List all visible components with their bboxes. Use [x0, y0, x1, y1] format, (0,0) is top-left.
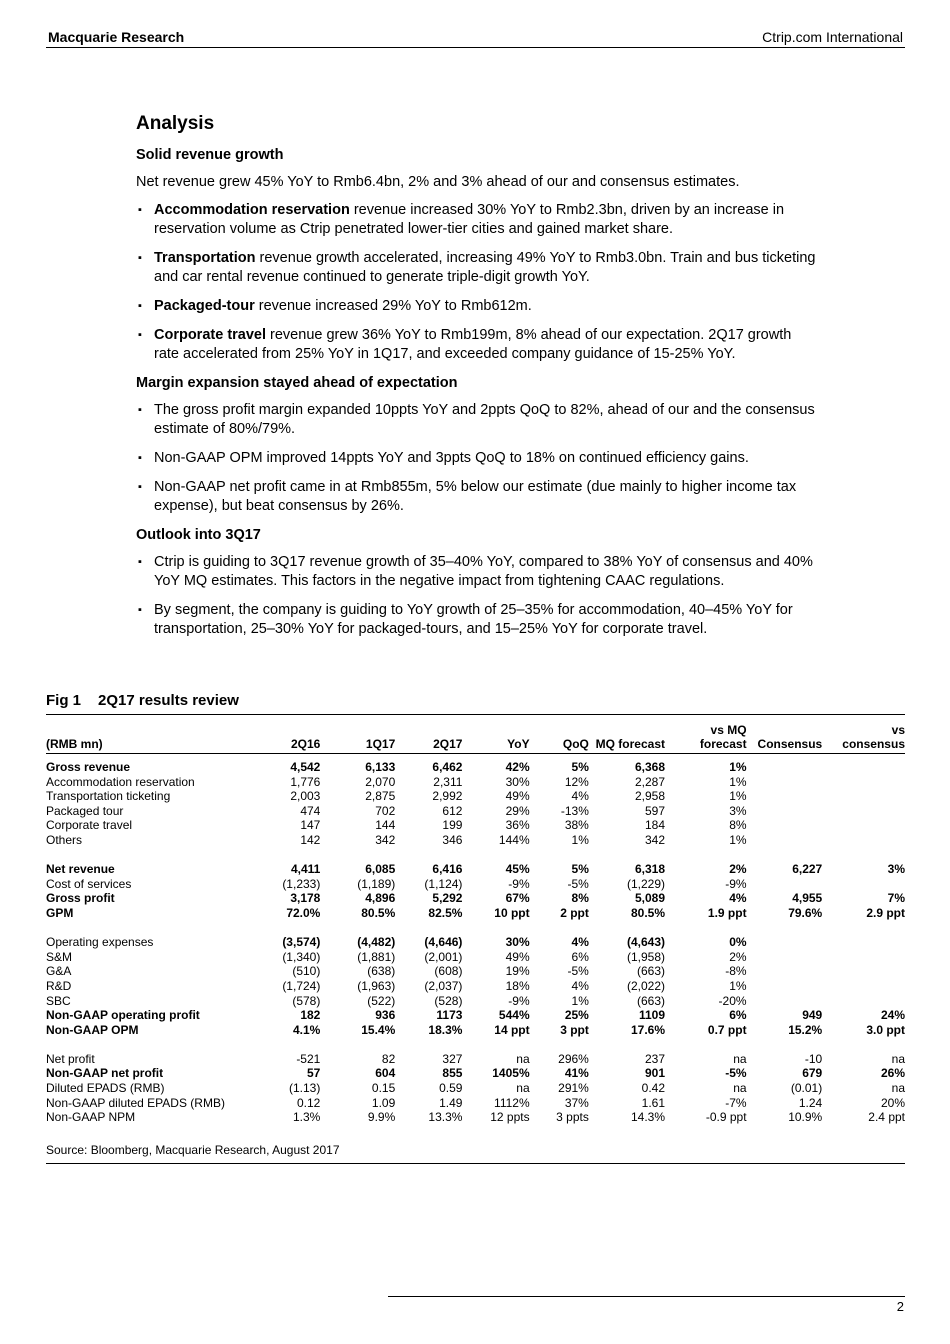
row-label: Cost of services: [46, 876, 132, 891]
table-cell: (663): [636, 993, 665, 1008]
table-cell: 184: [644, 818, 665, 833]
table-cell: -8%: [725, 964, 747, 979]
table-cell: -9%: [508, 876, 530, 891]
row-label: Operating expenses: [46, 935, 154, 950]
table-cell: (522): [367, 993, 396, 1008]
column-header: vs MQ forecast: [699, 723, 747, 751]
table-cell: [747, 921, 823, 950]
bullet-icon: ▪: [138, 481, 142, 493]
table-cell: 2.9 ppt: [866, 905, 905, 920]
table-cell: 1173: [436, 1008, 463, 1023]
results-figure: [46, 692, 905, 1164]
table-cell: 5,292: [432, 891, 463, 906]
table-cell: (578): [292, 993, 321, 1008]
table-cell: 949: [802, 1008, 823, 1023]
table-row: [46, 848, 905, 877]
table-cell: 49%: [505, 949, 530, 964]
table-cell: 474: [300, 803, 321, 818]
table-header-row: [46, 723, 905, 754]
table-cell: 2,070: [365, 774, 396, 789]
table-cell: [822, 833, 905, 848]
list-item: ▪ Non-GAAP OPM improved 14ppts YoY and 3ppts QoQ to 18% on continued efficiency gains.: [138, 450, 749, 466]
table-cell: 3.0 ppt: [866, 1022, 905, 1037]
table-cell: 2%: [729, 862, 747, 877]
table-cell: 80.5%: [630, 905, 665, 920]
table-row: [46, 921, 905, 950]
table-row: [46, 877, 905, 892]
table-cell: 17.6%: [630, 1022, 665, 1037]
table-cell: 30%: [505, 774, 530, 789]
table-cell: 19%: [505, 964, 530, 979]
row-label: SBC: [46, 993, 71, 1008]
row-label: Non-GAAP OPM: [46, 1022, 139, 1037]
table-cell: -9%: [508, 993, 530, 1008]
row-label: Net profit: [46, 1051, 95, 1066]
table-cell: [747, 950, 823, 965]
table-cell: 30%: [505, 935, 530, 950]
table-cell: na: [891, 1051, 905, 1066]
bullet-icon: ▪: [138, 300, 142, 312]
table-cell: 5%: [571, 862, 589, 877]
table-cell: 10 ppt: [494, 905, 530, 920]
table-cell: 291%: [558, 1081, 589, 1096]
table-row: [46, 979, 905, 994]
table-cell: [822, 877, 905, 892]
row-label: Non-GAAP diluted EPADS (RMB): [46, 1095, 225, 1110]
heading-margin-expansion: Margin expansion stayed ahead of expectation: [136, 375, 458, 391]
column-header: (RMB mn): [46, 737, 103, 751]
table-cell: 1%: [729, 789, 747, 804]
table-cell: 2,003: [290, 789, 321, 804]
table-cell: 604: [375, 1066, 396, 1081]
table-row: [46, 804, 905, 819]
page-number: 2: [896, 1299, 904, 1314]
bullet-icon: ▪: [138, 404, 142, 416]
results-table: [46, 723, 905, 1125]
figure-caption: 2Q17 results review: [98, 692, 239, 709]
table-cell: 597: [644, 803, 665, 818]
table-row: [46, 1110, 905, 1125]
table-cell: 1.09: [371, 1095, 396, 1110]
table-cell: 15.2%: [788, 1022, 823, 1037]
table-cell: -5%: [725, 1066, 747, 1081]
row-label: Net revenue: [46, 862, 115, 877]
row-label: Transportation ticketing: [46, 789, 171, 804]
table-cell: 8%: [571, 891, 589, 906]
table-cell: 8%: [729, 818, 747, 833]
table-cell: 6%: [571, 949, 589, 964]
row-label: Gross profit: [46, 891, 115, 906]
table-row: [46, 754, 905, 775]
table-cell: 18%: [505, 978, 530, 993]
table-cell: 1.61: [641, 1095, 665, 1110]
table-cell: 901: [644, 1066, 665, 1081]
table-row: [46, 1008, 905, 1023]
table-cell: 182: [300, 1008, 321, 1023]
table-cell: [822, 921, 905, 950]
table-cell: (1,724): [282, 978, 321, 993]
table-cell: 327: [442, 1051, 463, 1066]
margin-bullets: [136, 401, 816, 516]
bullet-icon: ▪: [138, 604, 142, 616]
table-cell: 3%: [729, 803, 747, 818]
table-cell: 79.6%: [788, 905, 823, 920]
publisher-name: Macquarie Research: [48, 29, 185, 45]
table-cell: -7%: [725, 1095, 747, 1110]
table-cell: 7%: [887, 891, 905, 906]
table-cell: (510): [292, 964, 321, 979]
table-cell: [747, 994, 823, 1009]
revenue-bullets: [136, 201, 816, 364]
column-header: 2Q16: [290, 737, 321, 751]
table-cell: [747, 789, 823, 804]
list-item: ▪ Non-GAAP net profit came in at Rmb855m, 5% below our estimate (due mainly to higher income tax expense), but beat consensus by 26%.: [138, 479, 797, 514]
table-cell: 4%: [571, 789, 589, 804]
table-cell: [822, 994, 905, 1009]
table-cell: 6,416: [432, 862, 463, 877]
table-cell: (1,958): [626, 949, 665, 964]
table-cell: (4,643): [626, 935, 665, 950]
table-row: [46, 789, 905, 804]
list-item: ▪ Ctrip is guiding to 3Q17 revenue growth of 35–40% YoY, compared to 38% YoY of consensus and 40% YoY MQ estimates. This factors in the negative impact from tightening CAAC regulations.: [138, 554, 813, 589]
table-cell: 936: [375, 1008, 396, 1023]
table-cell: 2 ppt: [560, 905, 589, 920]
list-item: ▪ Corporate travel revenue grew 36% YoY to Rmb199m, 8% ahead of our expectation. 2Q17 growth rate accelerated from 25% YoY in 1Q17, and exceeded company guidance of 15-25% YoY.: [138, 327, 792, 362]
table-cell: [822, 775, 905, 790]
table-cell: 0.42: [641, 1081, 665, 1096]
table-row: [46, 1066, 905, 1081]
table-cell: 0%: [729, 935, 747, 950]
table-cell: -20%: [718, 993, 747, 1008]
table-cell: 4,411: [290, 862, 321, 877]
table-cell: [822, 804, 905, 819]
table-cell: (1,124): [424, 876, 463, 891]
table-cell: 57: [306, 1066, 321, 1081]
table-cell: na: [516, 1081, 530, 1096]
bullet-icon: ▪: [138, 329, 142, 341]
list-item: ▪ Transportation revenue growth accelerated, increasing 49% YoY to Rmb3.0bn. Train and bus ticketing and car rental revenue continued to generate triple-digit growth YoY.: [138, 250, 816, 285]
table-cell: na: [733, 1081, 747, 1096]
table-cell: 49%: [505, 789, 530, 804]
list-item: ▪ Packaged-tour revenue increased 29% YoY to Rmb612m.: [138, 298, 532, 314]
table-cell: 10.9%: [788, 1110, 823, 1125]
table-cell: 2,992: [432, 789, 463, 804]
figure-number: Fig 1: [46, 692, 82, 709]
table-cell: 142: [300, 832, 321, 847]
table-cell: (4,646): [424, 935, 463, 950]
column-header: QoQ: [562, 737, 589, 751]
table-cell: [747, 979, 823, 994]
column-header: MQ forecast: [595, 737, 665, 751]
table-cell: 1%: [571, 993, 589, 1008]
table-cell: 15.4%: [361, 1022, 396, 1037]
table-cell: 82.5%: [428, 905, 463, 920]
table-cell: [747, 833, 823, 848]
table-cell: 72.0%: [286, 905, 321, 920]
table-cell: 6,133: [365, 760, 396, 774]
table-cell: [822, 789, 905, 804]
table-cell: 0.7 ppt: [707, 1022, 747, 1037]
table-cell: 4%: [729, 891, 747, 906]
table-cell: 37%: [564, 1095, 589, 1110]
table-cell: na: [733, 1051, 747, 1066]
table-cell: [822, 754, 905, 775]
row-label: Non-GAAP NPM: [46, 1110, 136, 1125]
column-header: vs consensus: [842, 723, 905, 751]
table-cell: na: [891, 1081, 905, 1096]
table-cell: 4,955: [792, 891, 823, 906]
table-row: [46, 1081, 905, 1096]
row-label: Diluted EPADS (RMB): [46, 1081, 165, 1096]
table-cell: 237: [644, 1051, 665, 1066]
table-cell: 1%: [729, 832, 747, 847]
table-cell: na: [516, 1051, 530, 1066]
row-label: G&A: [46, 964, 72, 979]
table-cell: 14.3%: [630, 1110, 665, 1125]
row-label: Accommodation reservation: [46, 774, 195, 789]
table-cell: 544%: [498, 1008, 530, 1023]
table-row: [46, 891, 905, 906]
table-cell: (1,963): [357, 978, 396, 993]
table-cell: 702: [375, 803, 396, 818]
table-cell: 4,542: [290, 760, 321, 774]
column-header: 2Q17: [433, 737, 463, 751]
table-cell: 1112%: [494, 1095, 530, 1110]
table-cell: 6,462: [432, 760, 463, 774]
table-cell: [747, 818, 823, 833]
table-cell: [747, 754, 823, 775]
table-cell: [822, 964, 905, 979]
row-label: Gross revenue: [46, 760, 131, 774]
table-cell: [822, 950, 905, 965]
table-cell: (2,001): [424, 949, 463, 964]
table-cell: 18.3%: [428, 1022, 463, 1037]
table-cell: 1,776: [290, 774, 321, 789]
table-cell: (0.01): [790, 1081, 823, 1096]
table-cell: 0.15: [371, 1081, 396, 1096]
table-cell: 24%: [880, 1008, 905, 1023]
table-cell: 1%: [729, 978, 747, 993]
table-cell: (1,189): [357, 876, 396, 891]
heading-outlook: Outlook into 3Q17: [136, 527, 261, 543]
table-cell: 296%: [558, 1051, 589, 1066]
table-cell: 4,896: [365, 891, 396, 906]
table-cell: 342: [644, 832, 665, 847]
table-cell: 26%: [880, 1066, 905, 1081]
table-cell: (638): [367, 964, 396, 979]
table-cell: 80.5%: [361, 905, 396, 920]
table-cell: -10: [804, 1051, 823, 1066]
table-cell: -521: [296, 1051, 321, 1066]
table-cell: [822, 818, 905, 833]
table-row: [46, 906, 905, 921]
table-cell: 41%: [564, 1066, 589, 1081]
section-title: Analysis: [136, 113, 215, 134]
bullet-icon: ▪: [138, 556, 142, 568]
table-cell: 42%: [505, 760, 530, 774]
table-row: [46, 994, 905, 1009]
table-cell: 3,178: [290, 891, 321, 906]
table-cell: 36%: [505, 818, 530, 833]
table-cell: 82: [381, 1051, 396, 1066]
table-row: [46, 1037, 905, 1066]
table-cell: 2,875: [365, 789, 396, 804]
table-cell: (528): [434, 993, 463, 1008]
bullet-icon: ▪: [138, 204, 142, 216]
table-cell: 1.3%: [292, 1110, 321, 1125]
table-cell: 13.3%: [428, 1110, 463, 1125]
table-cell: 679: [802, 1066, 823, 1081]
footer-divider: [388, 1296, 905, 1297]
table-cell: 1%: [729, 760, 747, 774]
table-cell: 20%: [880, 1095, 905, 1110]
table-cell: 2%: [729, 949, 747, 964]
table-cell: (4,482): [357, 935, 396, 950]
table-row: [46, 833, 905, 848]
table-cell: 612: [442, 803, 463, 818]
table-cell: 1.9 ppt: [707, 905, 747, 920]
figure-title: [46, 692, 905, 715]
page-header: [46, 29, 905, 48]
table-cell: 6%: [729, 1008, 747, 1023]
table-cell: (1,881): [357, 949, 396, 964]
table-cell: 6,085: [365, 862, 396, 877]
table-cell: 1.24: [798, 1095, 823, 1110]
table-cell: 2,311: [433, 774, 463, 789]
table-cell: (1,229): [626, 876, 665, 891]
table-cell: 38%: [564, 818, 589, 833]
table-cell: (1,340): [282, 949, 321, 964]
table-cell: 144: [375, 818, 396, 833]
row-label: Corporate travel: [46, 818, 133, 833]
row-label: R&D: [46, 978, 72, 993]
table-cell: 6,368: [634, 760, 665, 774]
table-cell: 0.59: [439, 1081, 463, 1096]
table-cell: -5%: [567, 964, 589, 979]
table-body: [46, 754, 905, 1125]
table-cell: (663): [636, 964, 665, 979]
table-row: [46, 1023, 905, 1038]
revenue-intro: Net revenue grew 45% YoY to Rmb6.4bn, 2% and 3% ahead of our and consensus estimates.: [136, 174, 740, 190]
table-cell: 5%: [571, 760, 589, 774]
table-cell: [747, 775, 823, 790]
row-label: Non-GAAP operating profit: [46, 1008, 200, 1023]
table-cell: 3%: [887, 862, 905, 877]
table-cell: 3 ppt: [560, 1022, 589, 1037]
table-cell: (1.13): [288, 1081, 321, 1096]
table-cell: 342: [375, 832, 396, 847]
table-cell: 14 ppt: [494, 1022, 530, 1037]
table-row: [46, 950, 905, 965]
table-cell: 0.12: [296, 1095, 321, 1110]
bullet-icon: ▪: [138, 252, 142, 264]
table-cell: 2,287: [634, 774, 665, 789]
table-cell: 1.49: [439, 1095, 463, 1110]
table-cell: 67%: [505, 891, 530, 906]
table-cell: 6,227: [792, 862, 823, 877]
table-row: [46, 775, 905, 790]
table-cell: 4%: [571, 978, 589, 993]
row-label: GPM: [46, 905, 74, 920]
column-header: Consensus: [757, 737, 823, 751]
list-item: ▪ The gross profit margin expanded 10ppts YoY and 2ppts QoQ to 82%, ahead of our and the consensus estimate of 80%/79%.: [138, 402, 815, 437]
table-cell: 144%: [498, 832, 530, 847]
list-item: ▪ By segment, the company is guiding to YoY growth of 25–35% for accommodation, 40–45% YoY for transportation, 25–30% YoY for packaged-tours, and 15–25% YoY for corporate travel.: [138, 602, 793, 637]
heading-revenue-growth: Solid revenue growth: [136, 147, 284, 163]
table-cell: (608): [434, 964, 463, 979]
table-cell: 5,089: [634, 891, 665, 906]
table-cell: -13%: [560, 803, 589, 818]
table-cell: [822, 979, 905, 994]
table-cell: 25%: [564, 1008, 589, 1023]
row-label: S&M: [46, 949, 73, 964]
table-cell: 855: [442, 1066, 463, 1081]
table-cell: [747, 964, 823, 979]
outlook-bullets: [136, 553, 816, 639]
table-row: [46, 964, 905, 979]
table-cell: -9%: [725, 876, 747, 891]
table-cell: 45%: [505, 862, 530, 877]
analysis-section: [136, 112, 816, 649]
table-cell: (1,233): [282, 876, 321, 891]
table-cell: [747, 877, 823, 892]
table-cell: 29%: [505, 803, 530, 818]
column-header: YoY: [507, 737, 530, 751]
table-cell: 1%: [571, 832, 589, 847]
source-note: Source: Bloomberg, Macquarie Research, August 2017: [46, 1125, 905, 1164]
column-header: 1Q17: [365, 737, 396, 751]
table-cell: -5%: [567, 876, 589, 891]
company-name: Ctrip.com International: [762, 29, 903, 45]
table-cell: 1109: [638, 1008, 665, 1023]
table-row: [46, 1096, 905, 1111]
table-cell: 2,958: [634, 789, 665, 804]
table-row: [46, 818, 905, 833]
row-label: Non-GAAP net profit: [46, 1066, 164, 1081]
table-cell: 9.9%: [367, 1110, 396, 1125]
row-label: Others: [46, 832, 83, 847]
table-cell: 6,318: [634, 862, 665, 877]
bullet-icon: ▪: [138, 452, 142, 464]
table-cell: 4.1%: [292, 1022, 321, 1037]
table-cell: 4%: [571, 935, 589, 950]
table-cell: 12%: [564, 774, 589, 789]
table-cell: (2,037): [424, 978, 463, 993]
table-cell: 346: [442, 832, 463, 847]
table-cell: [747, 804, 823, 819]
table-cell: 12 ppts: [490, 1110, 530, 1125]
table-cell: 1405%: [492, 1066, 530, 1081]
list-item: ▪ Accommodation reservation revenue increased 30% YoY to Rmb2.3bn, driven by an increase in reservation volume as Ctrip penetrated lower-tier cities and gained market share.: [138, 202, 785, 237]
table-cell: 1%: [729, 774, 747, 789]
row-label: Packaged tour: [46, 803, 124, 818]
table-cell: -0.9 ppt: [705, 1110, 747, 1125]
table-cell: (3,574): [282, 935, 321, 950]
table-cell: 2.4 ppt: [868, 1110, 905, 1125]
table-cell: 3 ppts: [556, 1110, 589, 1125]
table-cell: (2,022): [626, 978, 665, 993]
table-cell: 199: [442, 818, 463, 833]
table-cell: 147: [300, 818, 321, 833]
